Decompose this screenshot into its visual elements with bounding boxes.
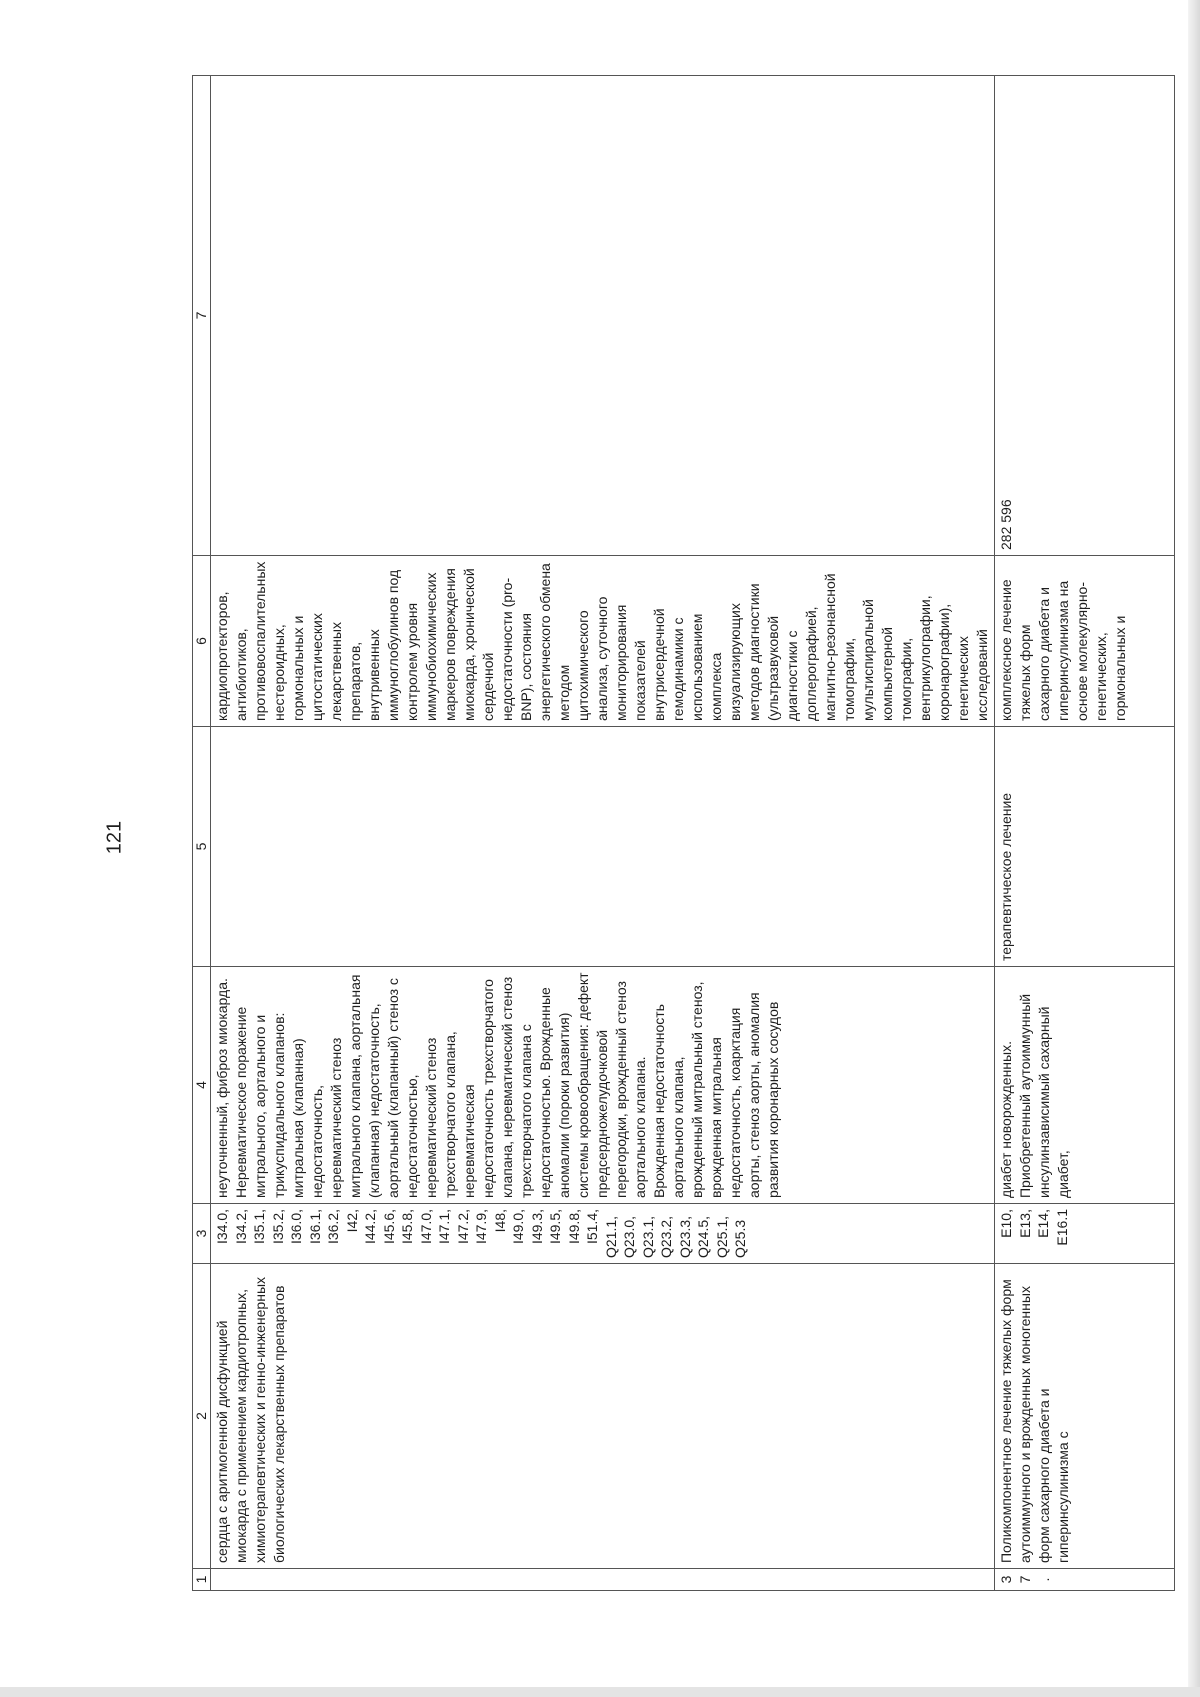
header-cell: 1 xyxy=(193,1569,211,1591)
header-cell: 3 xyxy=(193,1204,211,1264)
care-name-cell: сердца с аритмогенной дисфункцией миокарда с применением кардиотропных, химиотерапевтических и генно-инженерных биологических лекарственных препаратов xyxy=(211,1264,995,1569)
table-row xyxy=(995,76,1175,1591)
care-name-cell: Поликомпонентное лечение тяжелых форм аутоиммунного и врожденных моногенных форм сахарного диабета и гиперинсулинизма с xyxy=(995,1264,1175,1569)
icd-codes-left: Q21.1, Q23.0, Q23.1, Q23.2, Q23.3, Q24.5, Q25.1, Q25.3 xyxy=(602,1215,748,1258)
scan-edge-shadow xyxy=(1188,0,1200,1697)
header-cell: 7 xyxy=(193,76,211,556)
patient-model-cell: неуточненный, фиброз миокарда. Неревматическое поражение митрального, аортального и трикуспидального клапанов: митральная (клапанная) недостаточность, неревматический стеноз митрального клапана, аортальная (клапанная) недостаточность, аортальный (клапанный) стеноз с недостаточностью, неревматический стеноз трехстворчатого клапана, неревматическая недостаточность трехстворчатого клапана, неревматический стеноз трехстворчатого клапана с недостаточностью. Врожденные аномалии (пороки развития) системы кровообращения: дефект предсердножелудочковой перегородки, врожденный стеноз аортального клапана. Врожденная недостаточность аортального клапана, врожденный митральный стеноз, врожденная митральная недостаточность, коарктация аорты, стеноз аорты, аномалия развития коронарных сосудов xyxy=(211,967,995,1204)
header-cell: 4 xyxy=(193,967,211,1204)
table-row xyxy=(211,76,995,1591)
icd-codes-cell xyxy=(995,1204,1175,1264)
header-row xyxy=(193,76,211,1591)
scan-bottom-edge xyxy=(0,1687,1200,1697)
row-number xyxy=(211,1569,995,1591)
icd-codes-right: I34.0, I34.2, I35.1, I35.2, I36.0, I36.1, I36.2, I42, I44.2, I45.6, I45.8, I47.0, I47.1, I47.2, I47.9, I48, I49.0, I49.3, I49.5, I49.8, I51.4, xyxy=(214,1209,600,1245)
cost-cell xyxy=(211,76,995,556)
header-cell: 2 xyxy=(193,1264,211,1569)
treatment-type-cell: терапевтическое лечение xyxy=(995,727,1175,967)
row-number: 37. xyxy=(995,1569,1175,1591)
patient-model-cell: диабет новорожденных. Приобретенный аутоиммунный инсулинзависимый сахарный диабет, xyxy=(995,967,1175,1204)
treatment-type-cell xyxy=(211,727,995,967)
cost-cell: 282 596 xyxy=(995,76,1175,556)
treatment-method-cell: комплексное лечение тяжелых форм сахарного диабета и гиперинсулинизма на основе молекулярно-генетических, гормональных и xyxy=(995,556,1175,727)
page-number: 121 xyxy=(103,820,126,855)
rotated-sheet xyxy=(192,76,1128,1591)
treatment-method-cell: кардиопротекторов, антибиотиков, противовоспалительных нестероидных, гормональных и цитостатических лекарственных препаратов, внутривенных иммуноглобулинов под контролем уровня иммунобиохимических маркеров повреждения миокарда, хронической сердечной недостаточности (pro-BNP), состояния энергетического обмена методом цитохимического анализа, суточного мониторирования показателей внутрисердечной гемодинамики с использованием комплекса визуализирующих методов диагностики (ультразвуковой диагностики с доплерографией, магнитно-резонансной томографии, мультиспиральной компьютерной томографии, вентрикулографии, коронарографии), генетических исследований xyxy=(211,556,995,727)
header-cell: 5 xyxy=(193,727,211,967)
icd-codes-cell xyxy=(211,1204,995,1264)
header-cell: 6 xyxy=(193,556,211,727)
medical-care-table xyxy=(192,75,1175,1591)
table-container xyxy=(192,76,1128,1591)
icd-codes-right: E10, E13, E14, E16.1 xyxy=(998,1209,1070,1246)
